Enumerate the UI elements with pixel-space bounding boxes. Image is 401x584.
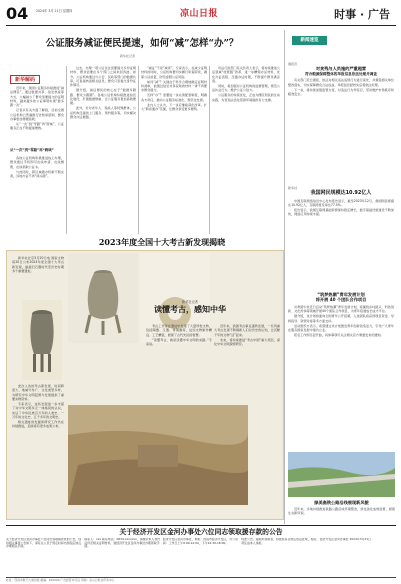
feature-column-3: 近年来，我国考古事业蓬勃发展，一系列重大考古发现不断刷新人们对历史的认知，让沉睡千年的文物“活”起来。 未来，将持续推进“考古中国”重大项目，深化中华文明探源研究。 [214, 324, 280, 346]
inset-headline[interactable]: 读懂考古，感知中华 [154, 304, 226, 315]
xinhua-jiema-tag: 新华解码 [10, 75, 40, 84]
right-lower-body: 共青团中央近日启动“筑梦热潮”青年发展计划，将围绕乡村振兴、科技创新、文化传承等领域开展40个团队合作项目，为青年搭建成长成才平台。 据介绍，该计划将面向全国青年公开招募，入选团队将获得项目资金、导师指导、资源对接等多方面支持。 活动组织方表示，希望通过该计划激发青年创新创造活力，引导广大青年在服务国家发展中建功立业。 报名工作即日起开始，具体事项可关注相关官方渠道发布的通知。 [288, 304, 394, 337]
page-footer: 社址：西昌市航天大道四段 邮编：615000 广告经营许可证 印刷：凉山日报社印务中心 [6, 577, 396, 582]
lead-column-3: “减证”不是“减责”。专家表示，在减少证明材料的同时，公证机构要切实履行审查职责，确保公证质量，防范虚假公证风险。 如何“减”？关键在于科学合理地确定证明材料清单，能通过信息共享获取的材料一律不再要求群众提交。 怎样“办”？需要进一步完善配套制度，明确各方责任，推动公证服务标准化、规范化发展。 业内人士认为，下一步应继续深化改革，扩大“跨省通办”范围，让群众享受更多便利。 [141, 66, 207, 112]
news-brief-tag: 新闻速览 [292, 36, 327, 45]
feature-banner-title[interactable]: 2023年度全国十大考古新发现揭晓 [98, 237, 226, 247]
lead-headline[interactable]: 公证服务减证便民提速，如何“减”怎样“办”？ [45, 38, 239, 49]
notice-column: 特此公告。逾期未领取者，将按照有关规定依法处理，相关责任由本人承担。 [241, 538, 317, 545]
lead-column-1: 近年来，我国公证服务持续推进“减证便民”，通过数据共享、信息核查等方式，大幅减少了群众需要提交的证明材料，越来越多的公证事项实现“最多跑一次”。 记者从有关方面了解到，目前全国公证机构已普遍推行告知承诺制，群众办事更加便捷高效。 从“一次”到“零跑”再“跨域”，公证服务正在不断提速增效。 [10, 86, 64, 131]
page-header [6, 4, 396, 26]
notice-column: 联系人：xxx 联系电话：0834-xxxxxxx，请携带本人身份证件及相关证明材料，到经济开发区金河办事处办理领取手续。 [84, 538, 160, 549]
lead-column-4: 司法行政部门有关负责人表示，将持续推进公证领域“放管服”改革，进一步精简办证材料、优化办证流程、压缩办证时限，不断提升群众满意度。 同时，将加强对公证机构的监督管理，规范公证执业行为，维护公证公信力。 公证服务的持续优化，正成为便民利民的生动实践，为营造法治化营商环境提供有力支撑。 [212, 66, 280, 102]
lead-column-2: 过去，办理一项公证往往需要提交多份证明材料，群众需要在多个部门之间来回奔波。如今，公证机构通过与公安、民政等部门的数据共享，可直接核查相关信息，群众只需提交身份证件即可。 据介绍，减证便民的核心在于“数据多跑路、群众少跑腿”。各地公证机构持续推进信息化建设，打通数据壁垒，让公证服务更加高效便捷。 此外，针对老年人、残疾人等特殊群体，公证机构还提供上门服务、预约服务等，切实解决群众办证难题。 [70, 66, 136, 119]
right-lower-headline-1: “筑梦热潮”青年发展计划 [317, 292, 365, 297]
notice-column: 经济开发区金河办事处，地址：西昌市经济开发区，办公时间：工作日上午9:00-12:00，下午14:30-18:00。 [162, 538, 238, 545]
right-mid-headline: 我国网民规模达10.92亿人 [310, 190, 372, 197]
photo-caption-title: 绿美高铁公路沿线展现新风貌 [314, 500, 369, 505]
excavation-site-photo [68, 405, 248, 505]
right-top-kicker: 晨报讯 [288, 62, 298, 66]
notice-body [6, 538, 396, 576]
feature-sidebar-text: 新华社北京3月20日电 国家文物局20日公布2023年度全国十大考古新发现，涵盖旧石器时代至历史时期多个重要遗址。 [12, 256, 64, 273]
column-divider [66, 66, 67, 234]
column-divider [138, 66, 139, 234]
date-line: 2024年 3月 21日 星期四 [36, 9, 73, 13]
right-lower-story[interactable] [288, 292, 394, 448]
feature-inset [150, 300, 230, 314]
pottery-vessel-image [68, 253, 138, 343]
right-mid-kicker: 新华社 [288, 186, 298, 190]
feature-column-2: 考古工作者在遗址中发现了大量珍贵文物，包括陶器、玉器、青铜器等，这些文物制作精良、工艺精湛，展现了古代先民的智慧。 “读懂考古，就是读懂中华文明的来路。”专家说。 [146, 324, 212, 346]
right-top-story[interactable] [288, 62, 394, 182]
section-title: 时事 · 广告 [334, 8, 390, 21]
newspaper-logo: 凉山日报 [180, 9, 219, 19]
notice-title[interactable]: 关于经济开发区金河办事处六位同志领取援存款的公告 [119, 528, 283, 536]
bronze-vessel-image [22, 300, 62, 380]
right-top-body: 有关部门近日通报，依法对相关违法违规行为进行查处，并督促相关单位整改落实，切实保障群众合法权益。举报信息经核实后将依法处理。 下一步，将持续加强监管力度，对违法行为零容忍，坚决维护市场秩序和粮食安全。 [288, 78, 394, 97]
column-divider [209, 66, 210, 234]
column-divider [284, 30, 285, 524]
page-number: 04 [6, 4, 29, 23]
feature-column-text: 此次入选的考古新发现，时间跨度大、地域分布广、文化类型多样，为研究中华文明起源与发展提供了重要实物资料。 专家表示，这些发现进一步丰富了对中华文明多元一体格局的认识，实证了中华民族百万年的人类史、一万年的文化史、五千多年的文明史。 相关遗址的发掘和研究工作仍在持续推进，后续将有更多成果公布。 [12, 384, 64, 429]
inset-kicker: 新华社记者 [182, 300, 198, 304]
right-top-headline-2: 符合粮源保障整体的举报信息依法处理并调查 [305, 71, 377, 76]
photo-caption-body: 近年来，多地持续推进铁路公路沿线环境整治，绿化美化成效显著，展现生态新风貌。 [288, 507, 395, 516]
notice-column: 经济开发区金河办事处 2024年3月21日 [319, 538, 371, 541]
right-mid-story[interactable] [288, 186, 394, 284]
notice-column: 关于经济开发区金河办事处六位同志领取援存款的公告，现将相关事项公告如下，请有关人员于规定时间内到指定地点办理相关手续。 [6, 538, 82, 549]
right-top-headline-1: 对贪残与人员施约严重超营 [315, 66, 367, 72]
right-lower-headline-2: 将开展 40 个团队合作项目 [315, 297, 367, 303]
lead-byline: 新华社记者 [120, 54, 136, 58]
highway-landscape-photo [288, 452, 395, 497]
lead-subheading: 从“一次”到“零跑”再“跨域” [10, 148, 54, 152]
right-mid-body: 中国互联网络信息中心发布报告显示，截至2023年12月，我国网民规模达10.92亿人，互联网普及率达77.5%。 报告显示，我国互联网基础资源保持稳定增长，数字基础设施建设不断加快，网络应用持续丰富。 [288, 198, 394, 217]
lead-column-1b: 各地公证机构积极推进线上办理，群众通过手机即可在线申请、在线缴费、在线领取公证书。 与此同时，跨区域通办机制不断完善，异地办证不再“两头跑”。 [10, 156, 64, 178]
